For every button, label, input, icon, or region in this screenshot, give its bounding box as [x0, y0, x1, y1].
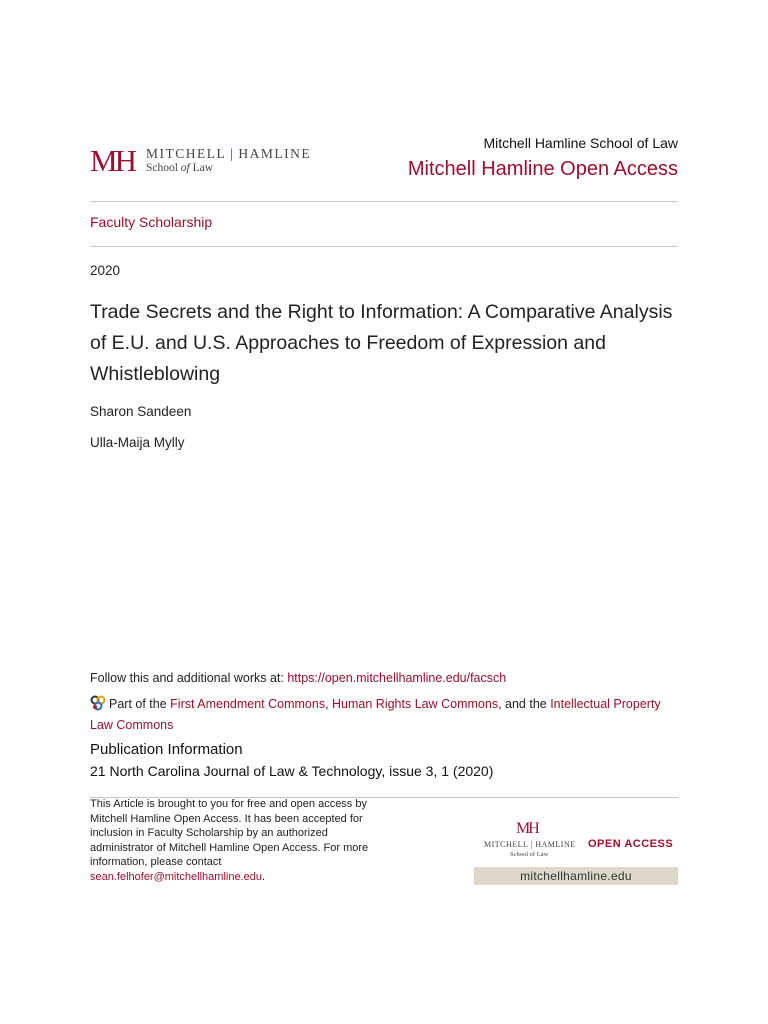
network-commons-icon — [90, 695, 106, 711]
follow-line — [90, 671, 506, 685]
author-name: Ulla-Maija Mylly — [90, 435, 185, 450]
publication-year: 2020 — [90, 263, 121, 278]
mh-monogram-icon: MH — [90, 143, 134, 178]
part-of-line — [90, 694, 680, 736]
collection-url-link[interactable]: https://open.mitchellhamline.edu/facsch — [287, 671, 507, 685]
logo-wordmark: MITCHELL | HAMLINE School of Law — [145, 146, 312, 174]
publication-info-heading: Publication Information — [90, 741, 243, 758]
mitchell-hamline-logo — [90, 145, 311, 176]
logo-school-prefix: School — [145, 161, 178, 174]
access-notice — [90, 797, 390, 884]
institution-name: Mitchell Hamline School of Law — [483, 135, 678, 151]
open-access-badge — [474, 820, 678, 886]
divider — [90, 201, 678, 202]
domain-link[interactable]: mitchellhamline.edu — [474, 867, 678, 885]
badge-school: School of Law — [510, 851, 549, 858]
author-name: Sharon Sandeen — [90, 404, 192, 419]
mh-monogram-icon: MH — [516, 820, 538, 837]
logo-primary: MITCHELL — [145, 146, 227, 162]
repository-link[interactable]: Mitchell Hamline Open Access — [407, 158, 678, 180]
badge-name: MITCHELL | HAMLINE — [484, 840, 576, 849]
logo-school-suffix: Law — [192, 161, 214, 174]
intellectual-property-law-commons-link[interactable]: Intellectual Property Law Commons — [90, 697, 661, 732]
open-access-label: OPEN ACCESS — [588, 838, 674, 850]
collection-link[interactable]: Faculty Scholarship — [90, 214, 213, 230]
follow-prefix: Follow this and additional works at: — [90, 671, 288, 685]
contact-email-link[interactable]: sean.felhofer@mitchellhamline.edu — [90, 870, 262, 883]
article-title: Trade Secrets and the Right to Information: A Comparative Analysis of E.U. and U.S. Approaches to Freedom of Expression and Whistleblowing — [90, 301, 673, 385]
logo-school-of: of — [180, 161, 190, 174]
first-amendment-commons-link[interactable]: First Amendment Commons — [170, 697, 326, 711]
divider — [90, 246, 678, 247]
human-rights-law-commons-link[interactable]: Human Rights Law Commons — [332, 697, 499, 711]
notice-end: . — [261, 870, 266, 883]
logo-secondary: HAMLINE — [238, 146, 312, 162]
notice-text: This Article is brought to you for free and open access by Mitchell Hamline Open Access. It has been accepted for inclusion in Faculty Scholarship by an authorized administrator of Mitchell Hamline Open Access. For more information, please contact — [90, 798, 369, 868]
part-of-separator: , — [325, 697, 333, 711]
publication-citation: 21 North Carolina Journal of Law & Technology, issue 3, 1 (2020) — [90, 763, 494, 779]
part-of-prefix: Part of the — [109, 697, 171, 711]
part-of-separator: , and the — [498, 697, 551, 711]
